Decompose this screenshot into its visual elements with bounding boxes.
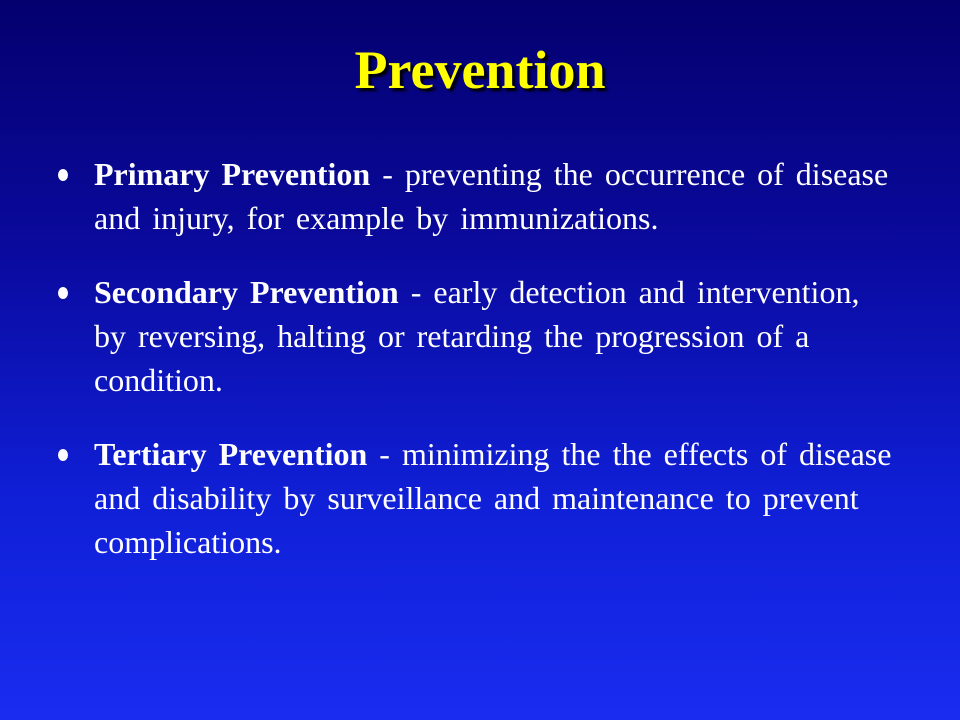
bullet-term: Primary Prevention bbox=[94, 156, 371, 192]
bullet-secondary-prevention bbox=[54, 270, 894, 402]
slide-title: Prevention bbox=[354, 40, 606, 100]
bullet-term: Secondary Prevention bbox=[94, 274, 399, 310]
bullet-term: Tertiary Prevention bbox=[94, 436, 368, 472]
bullet-definition: - preventing the occurrence of disease and injury, for example by immunizations. bbox=[94, 156, 889, 236]
bullet-definition: - early detection and intervention, by reversing, halting or retarding the progression of a condition. bbox=[94, 274, 860, 398]
bullet-definition: - minimizing the the effects of disease and disability by surveillance and maintenance to prevent complications. bbox=[94, 436, 892, 560]
bullet-list bbox=[54, 152, 894, 594]
bullet-dot-icon bbox=[58, 169, 68, 181]
bullet-dot-icon bbox=[58, 287, 68, 299]
bullet-tertiary-prevention bbox=[54, 432, 894, 564]
bullet-primary-prevention bbox=[54, 152, 894, 240]
bullet-dot-icon bbox=[58, 449, 68, 461]
